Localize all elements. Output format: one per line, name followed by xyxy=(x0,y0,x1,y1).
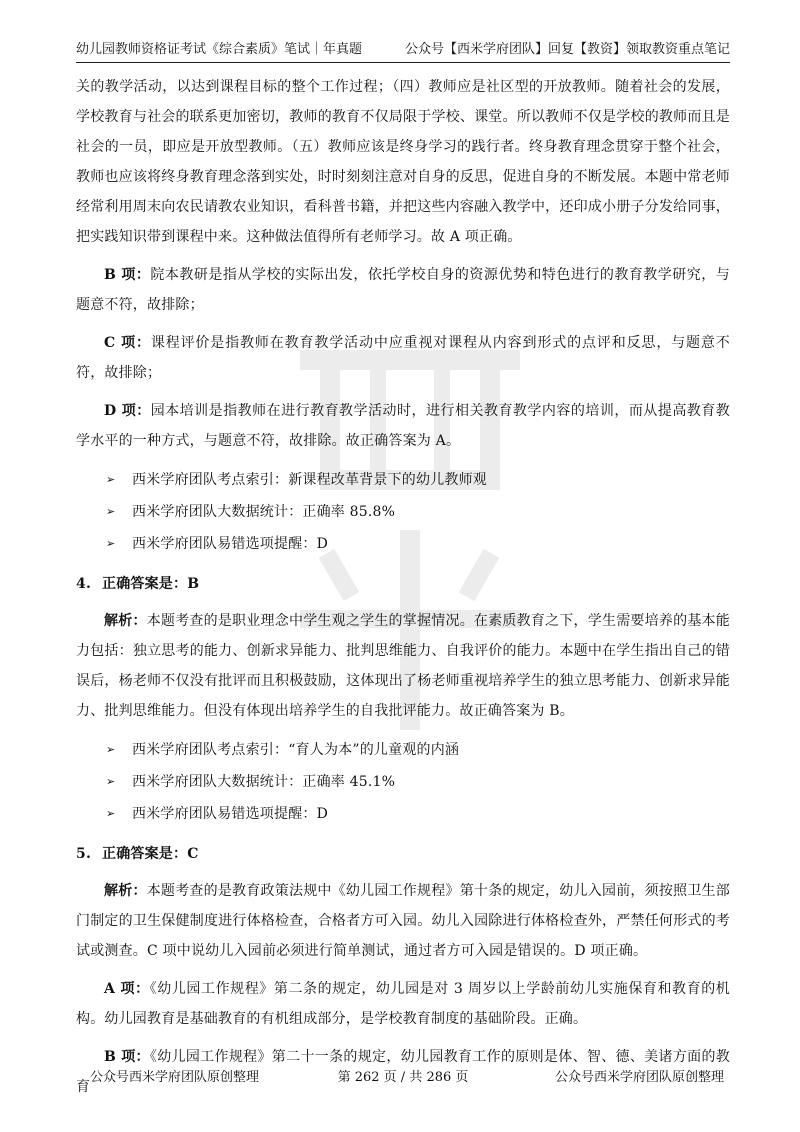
footer-left-note: 公众号西米学府团队原创整理 xyxy=(90,1070,260,1085)
q3-info-list xyxy=(76,464,730,560)
page-content xyxy=(76,72,730,1110)
list-item: ➢ 西米学府团队考点索引：新课程改革背景下的幼儿教师观 xyxy=(76,464,730,496)
option-b-text: 院本教研是指从学校的实际出发，依托学校自身的资源优势和特色进行的教育教学研究，与题意不符，故排除； xyxy=(76,267,730,313)
question-5-heading xyxy=(76,838,730,870)
arrow-bullet-icon: ➢ xyxy=(106,473,116,486)
arrow-bullet-icon: ➢ xyxy=(106,537,116,550)
arrow-bullet-icon: ➢ xyxy=(106,807,116,820)
option-a-text: 《幼儿园工作规程》第二条的规定，幼儿园是对 3 周岁以上学龄前幼儿实施保育和教育的机构。幼儿园教育是基础教育的有机组成部分，是学校教育制度的基础阶段。正确。 xyxy=(76,981,730,1027)
analysis-text: 本题考查的是职业理念中学生观之学生的掌握情况。在素质教育之下，学生需要培养的基本能力包括：独立思考的能力、创新求异能力、批判思维能力、自我评价的能力。本题中在学生指出自己的错误后，杨老师不仅没有批评而且积极鼓励，这体现出了杨老师重视培养学生的独立思考能力、创新求异能力、批判思维能力。但没有体现出培养学生的自我批评能力。故正确答案为 B。 xyxy=(76,613,730,719)
question-4-heading xyxy=(76,568,730,600)
arrow-bullet-icon: ➢ xyxy=(106,505,116,518)
q4-info-list xyxy=(76,734,730,830)
answer-title: 正确答案是：C xyxy=(102,846,199,862)
continued-paragraph: 关的教学活动，以达到课程目标的整个工作过程；（四）教师应是社区型的开放教师。随着社会的发展，学校教育与社会的联系更加密切，教师的教育不仅局限于学校、课堂。所以教师不仅是学校的教师而且是社会的一员，即应是开放型教师。（五）教师应该是终身学习的践行者。终身教育理念贯穿于整个社会，教师也应该将终身教育理念落到实处，时时刻刻注意对自身的反思，促进自身的不断发展。本题中常老师经常利用周末向农民请教农业知识，看科普书籍，并把这些内容融入教学中，还印成小册子分发给同事，把实践知识带到课程中来。这种做法值得所有老师学习。故 A 项正确。 xyxy=(76,79,730,245)
option-b-label: B 项： xyxy=(104,1049,150,1065)
arrow-bullet-icon: ➢ xyxy=(106,775,116,788)
option-c-explanation xyxy=(76,328,730,388)
page-number: 第 262 页 / 共 286 页 xyxy=(337,1070,469,1085)
option-a-label: A 项： xyxy=(104,981,150,997)
option-d-text: 园本培训是指教师在进行教育教学活动时，进行相关教育教学内容的培训，而从提高教育教学水平的一种方式，与题意不符，故排除。故正确答案为 A。 xyxy=(76,403,730,449)
analysis-label: 解析： xyxy=(104,613,147,629)
question-4-analysis xyxy=(76,606,730,726)
list-item: ➢ 西米学府团队大数据统计：正确率 45.1% xyxy=(76,766,730,798)
analysis-label: 解析： xyxy=(104,883,147,899)
question-5-analysis xyxy=(76,876,730,966)
option-b-text: 《幼儿园工作规程》第二十一条的规定，幼儿园教育工作的原则是体、智、德、美诸方面的教育 xyxy=(76,1049,731,1095)
page-header xyxy=(76,40,730,63)
option-c-label: C 项： xyxy=(104,335,151,351)
arrow-bullet-icon: ➢ xyxy=(106,743,116,756)
answer-title: 正确答案是：B xyxy=(102,576,200,592)
question-number: 5. xyxy=(76,846,92,862)
option-d-explanation xyxy=(76,396,730,456)
option-b-label: B 项： xyxy=(104,267,151,283)
page-footer xyxy=(76,1066,730,1090)
list-item: ➢ 西米学府团队考点索引：“育人为本”的儿童观的内涵 xyxy=(76,734,730,766)
header-left-title: 幼儿园教师资格证考试《综合素质》笔试｜年真题 xyxy=(76,42,363,57)
list-item: ➢ 西米学府团队大数据统计：正确率 85.8% xyxy=(76,496,730,528)
analysis-text: 本题考查的是教育政策法规中《幼儿园工作规程》第十条的规定，幼儿入园前，须按照卫生部门制定的卫生保健制度进行体格检查，合格者方可入园。幼儿入园除进行体格检查外，严禁任何形式的考试或测查。C 项中说幼儿入园前必须进行简单测试，通过者方可入园是错误的。D 项正确。 xyxy=(76,883,730,959)
option-c-text: 课程评价是指教师在教育教学活动中应重视对课程从内容到形式的点评和反思，与题意不符，故排除； xyxy=(76,335,730,381)
header-right-note: 公众号【西米学府团队】回复【教资】领取教资重点笔记 xyxy=(404,42,730,57)
option-d-label: D 项： xyxy=(104,403,151,419)
list-item: ➢ 西米学府团队易错选项提醒：D xyxy=(76,798,730,830)
list-item: ➢ 西米学府团队易错选项提醒：D xyxy=(76,528,730,560)
option-b-explanation xyxy=(76,260,730,320)
q5-option-a-explanation xyxy=(76,974,730,1034)
question-number: 4. xyxy=(76,576,92,592)
footer-right-note: 公众号西米学府团队原创整理 xyxy=(554,1070,724,1085)
